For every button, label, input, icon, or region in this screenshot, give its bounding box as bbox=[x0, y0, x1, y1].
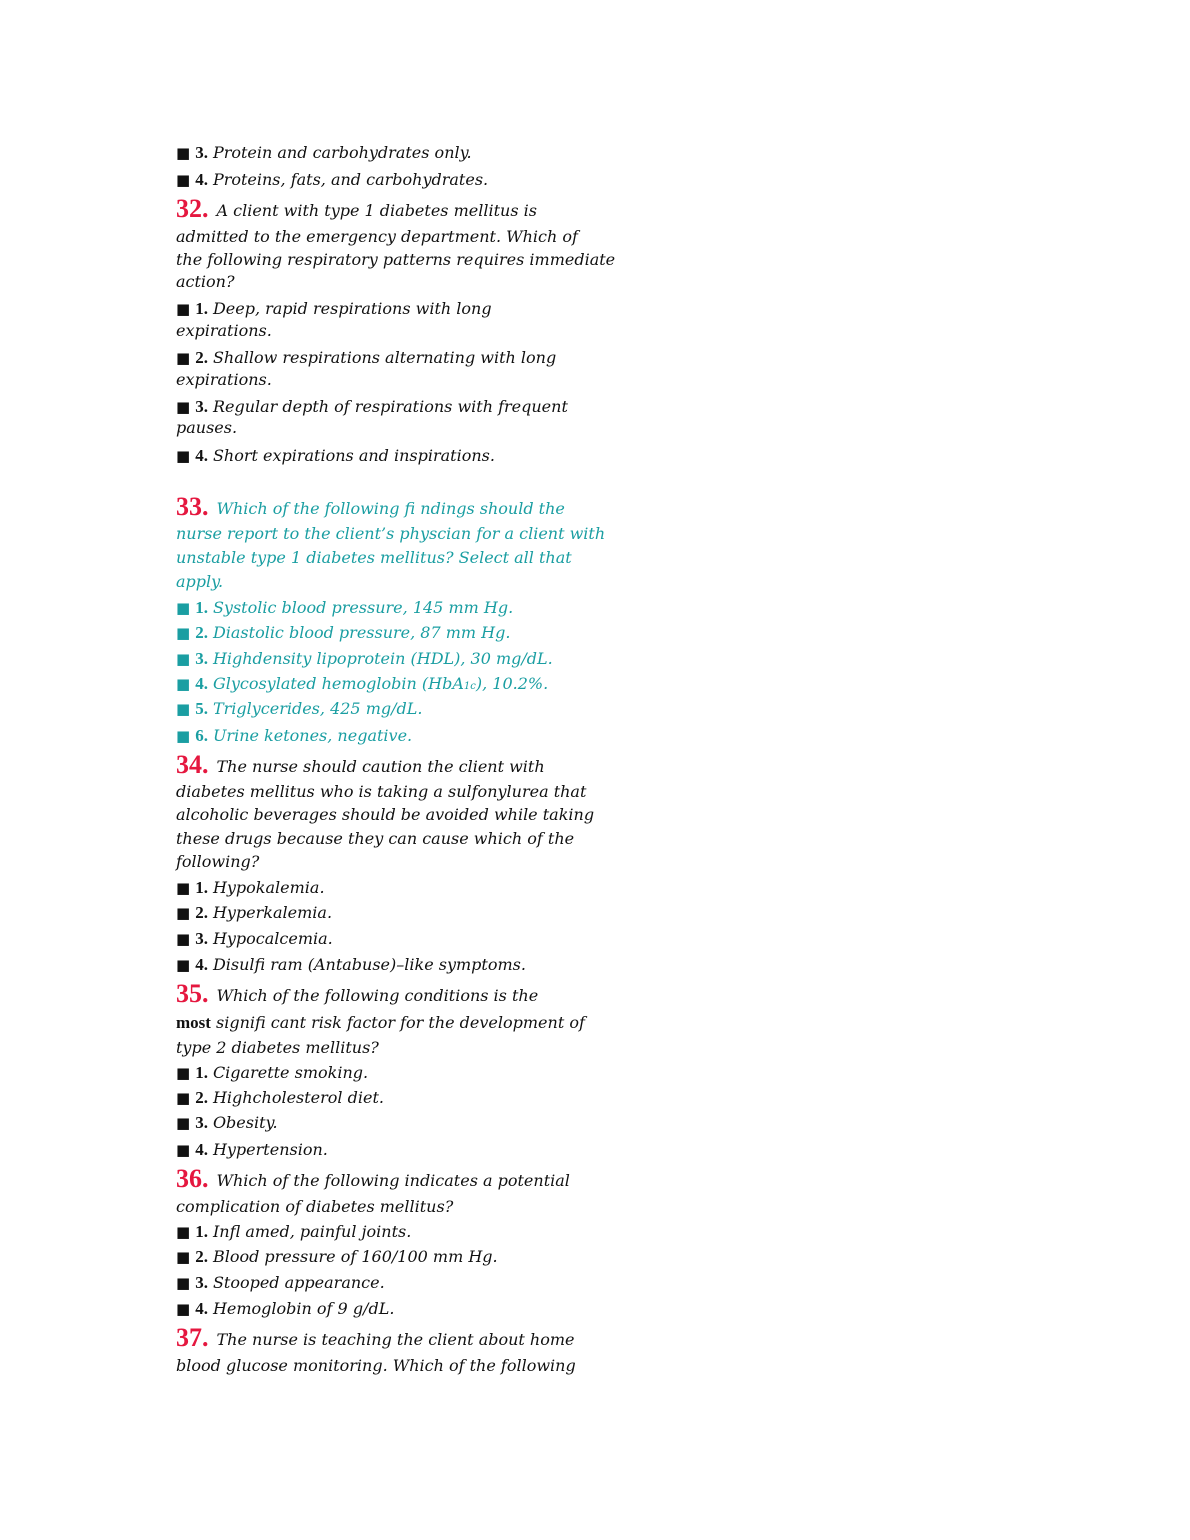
bullet-icon: ■ bbox=[176, 1274, 191, 1292]
bullet-icon: ■ bbox=[176, 1141, 191, 1159]
question-text-line: following? bbox=[176, 852, 260, 871]
question-32-stem: 32. A client with type 1 diabetes mellitus is bbox=[176, 194, 537, 223]
question-text-line: action? bbox=[176, 272, 235, 291]
question-number: 36. bbox=[176, 1164, 209, 1193]
bullet-icon: ■ bbox=[176, 1248, 191, 1266]
bullet-icon: ■ bbox=[176, 1114, 191, 1132]
bullet-icon: ■ bbox=[176, 727, 191, 745]
option-4: ■ 4. Hemoglobin of 9 g/dL. bbox=[176, 1299, 395, 1318]
bullet-icon: ■ bbox=[176, 171, 191, 189]
option-3-continuation: pauses. bbox=[176, 418, 238, 437]
bullet-icon: ■ bbox=[176, 930, 191, 948]
option-5: ■ 5. Triglycerides, 425 mg/dL. bbox=[176, 699, 423, 718]
option-4: ■ 4. Proteins, fats, and carbohydrates. bbox=[176, 170, 489, 189]
option-1: ■ 1. Infl amed, painful joints. bbox=[176, 1222, 412, 1241]
option-1: ■ 1. Hypokalemia. bbox=[176, 878, 325, 897]
question-34-stem: 34. The nurse should caution the client with bbox=[176, 750, 545, 779]
option-1: ■ 1. Systolic blood pressure, 145 mm Hg. bbox=[176, 598, 514, 617]
question-number: 34. bbox=[176, 750, 209, 779]
option-3: ■ 3. Protein and carbohydrates only. bbox=[176, 143, 472, 162]
bullet-icon: ■ bbox=[176, 349, 191, 367]
bullet-icon: ■ bbox=[176, 1089, 191, 1107]
option-3: ■ 3. Obesity. bbox=[176, 1113, 278, 1132]
option-2: ■ 2. Shallow respirations alternating with long bbox=[176, 348, 557, 367]
question-text-line: complication of diabetes mellitus? bbox=[176, 1197, 454, 1216]
question-number: 32. bbox=[176, 194, 209, 223]
question-number: 35. bbox=[176, 979, 209, 1008]
subscript: 1c bbox=[463, 681, 476, 692]
bullet-icon: ■ bbox=[176, 904, 191, 922]
option-1-continuation: expirations. bbox=[176, 321, 272, 340]
bullet-icon: ■ bbox=[176, 700, 191, 718]
bullet-icon: ■ bbox=[176, 599, 191, 617]
bullet-icon: ■ bbox=[176, 956, 191, 974]
question-text-line: apply. bbox=[176, 572, 224, 591]
bullet-icon: ■ bbox=[176, 1223, 191, 1241]
question-text-line: unstable type 1 diabetes mellitus? Select all that bbox=[176, 548, 572, 567]
question-text-line: diabetes mellitus who is taking a sulfonylurea that bbox=[176, 782, 587, 801]
question-number: 37. bbox=[176, 1323, 209, 1352]
question-37-stem: 37. The nurse is teaching the client about home bbox=[176, 1323, 575, 1352]
bullet-icon: ■ bbox=[176, 879, 191, 897]
question-text-line: type 2 diabetes mellitus? bbox=[176, 1038, 379, 1057]
question-text-line: blood glucose monitoring. Which of the following bbox=[176, 1356, 576, 1375]
option-3: ■ 3. Hypocalcemia. bbox=[176, 929, 333, 948]
option-2: ■ 2. Hyperkalemia. bbox=[176, 903, 333, 922]
question-text-line: nurse report to the client’s physcian for a client with bbox=[176, 524, 606, 543]
option-3: ■ 3. Stooped appearance. bbox=[176, 1273, 385, 1292]
question-text-line: alcoholic beverages should be avoided while taking bbox=[176, 805, 595, 824]
bullet-icon: ■ bbox=[176, 650, 191, 668]
option-4: ■ 4. Disulfi ram (Antabuse)–like symptoms. bbox=[176, 955, 526, 974]
bullet-icon: ■ bbox=[176, 624, 191, 642]
bullet-icon: ■ bbox=[176, 1064, 191, 1082]
option-3: ■ 3. Highdensity lipoprotein (HDL), 30 mg/dL. bbox=[176, 649, 553, 668]
option-2-continuation: expirations. bbox=[176, 370, 272, 389]
question-33-stem: 33. Which of the following fi ndings should the bbox=[176, 492, 565, 521]
question-35-stem: 35. Which of the following conditions is the bbox=[176, 979, 539, 1008]
option-4: ■ 4. Hypertension. bbox=[176, 1140, 328, 1159]
option-1: ■ 1. Deep, rapid respirations with long bbox=[176, 299, 492, 318]
emphasis-word: most bbox=[176, 1013, 211, 1032]
question-36-stem: 36. Which of the following indicates a potential bbox=[176, 1164, 570, 1193]
question-text-line: these drugs because they can cause which of the bbox=[176, 829, 575, 848]
bullet-icon: ■ bbox=[176, 144, 191, 162]
question-text-line: the following respiratory patterns requires immediate bbox=[176, 250, 616, 269]
question-text-line: admitted to the emergency department. Which of bbox=[176, 227, 578, 246]
bullet-icon: ■ bbox=[176, 675, 191, 693]
bullet-icon: ■ bbox=[176, 300, 191, 318]
question-text-line: most signifi cant risk factor for the development of bbox=[176, 1013, 585, 1032]
option-3: ■ 3. Regular depth of respirations with frequent bbox=[176, 397, 568, 416]
option-1: ■ 1. Cigarette smoking. bbox=[176, 1063, 369, 1082]
option-2: ■ 2. Blood pressure of 160/100 mm Hg. bbox=[176, 1247, 498, 1266]
option-2: ■ 2. Highcholesterol diet. bbox=[176, 1088, 384, 1107]
bullet-icon: ■ bbox=[176, 447, 191, 465]
option-6: ■ 6. Urine ketones, negative. bbox=[176, 726, 413, 745]
option-4: ■ 4. Glycosylated hemoglobin (HbA1c), 10.2%. bbox=[176, 674, 549, 693]
option-4: ■ 4. Short expirations and inspirations. bbox=[176, 446, 495, 465]
question-number: 33. bbox=[176, 492, 209, 521]
option-2: ■ 2. Diastolic blood pressure, 87 mm Hg. bbox=[176, 623, 511, 642]
bullet-icon: ■ bbox=[176, 398, 191, 416]
bullet-icon: ■ bbox=[176, 1300, 191, 1318]
